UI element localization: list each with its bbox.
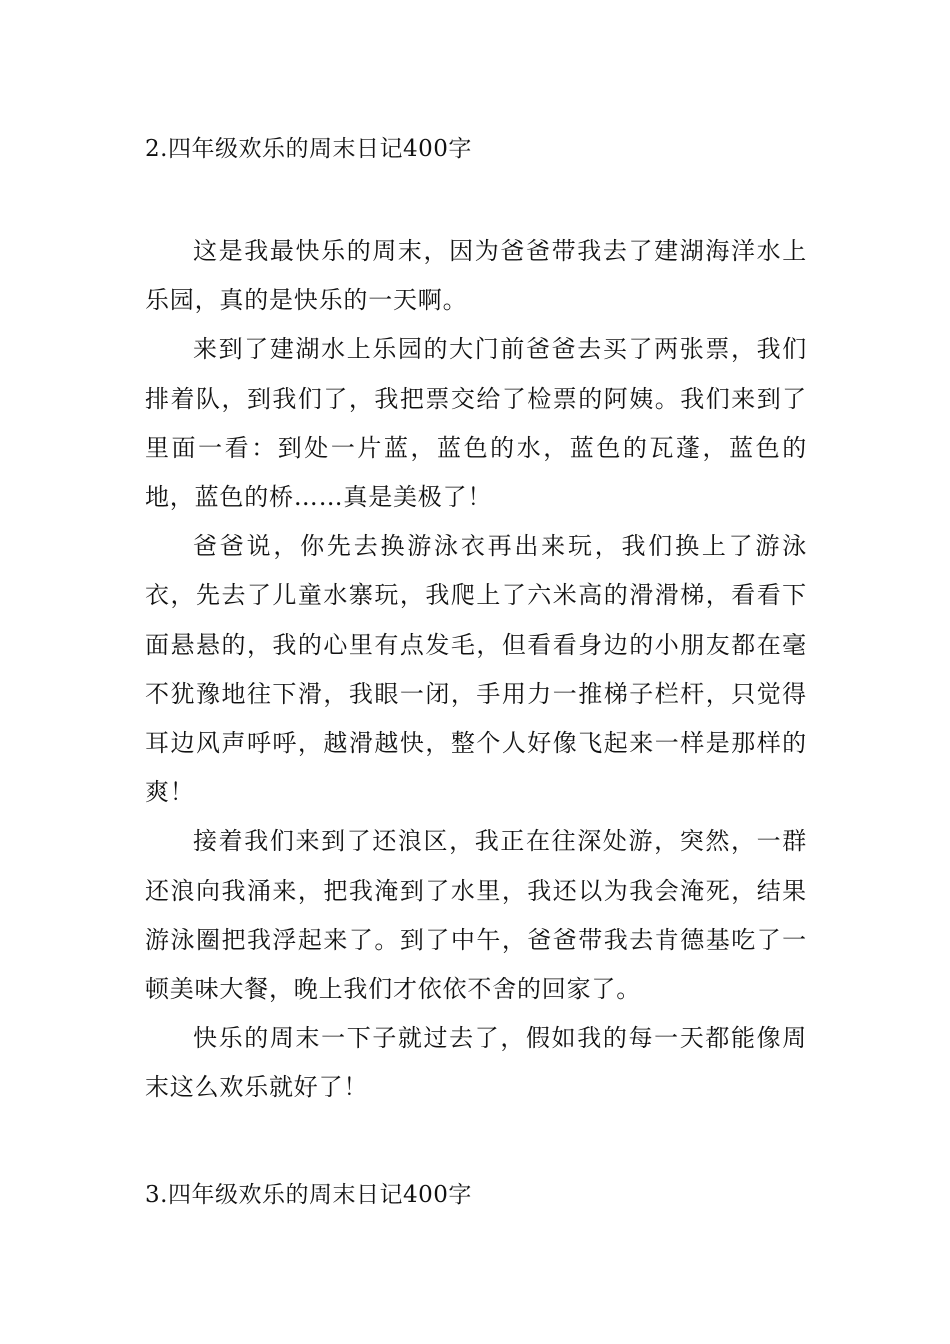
diary-article <box>145 227 807 1113</box>
section-3-title: 3.四年级欢乐的周末日记400字 <box>145 1182 472 1208</box>
paragraph-5: 快乐的周末一下子就过去了，假如我的每一天都能像周末这么欢乐就好了！ <box>145 1024 807 1102</box>
paragraph-1: 这是我最快乐的周末，因为爸爸带我去了建湖海洋水上乐园，真的是快乐的一天啊。 <box>145 237 807 315</box>
paragraph-4: 接着我们来到了还浪区，我正在往深处游，突然，一群还浪向我涌来，把我淹到了水里，我还以为我会淹死，结果游泳圈把我浮起来了。到了中午，爸爸带我去肯德基吃了一顿美味大餐，晚上我们才依依不舍的回家了。 <box>145 827 807 1004</box>
paragraph-2: 来到了建湖水上乐园的大门前爸爸去买了两张票，我们排着队，到我们了，我把票交给了检票的阿姨。我们来到了里面一看：到处一片蓝，蓝色的水，蓝色的瓦蓬，蓝色的地，蓝色的桥……真是美极了！ <box>145 335 807 512</box>
section-2-title: 2.四年级欢乐的周末日记400字 <box>145 136 472 162</box>
paragraph-3: 爸爸说，你先去换游泳衣再出来玩，我们换上了游泳衣，先去了儿童水寨玩，我爬上了六米高的滑滑梯，看看下面悬悬的，我的心里有点发毛，但看看身边的小朋友都在毫不犹豫地往下滑，我眼一闭，手用力一推梯子栏杆，只觉得耳边风声呼呼，越滑越快，整个人好像飞起来一样是那样的爽！ <box>145 532 807 807</box>
